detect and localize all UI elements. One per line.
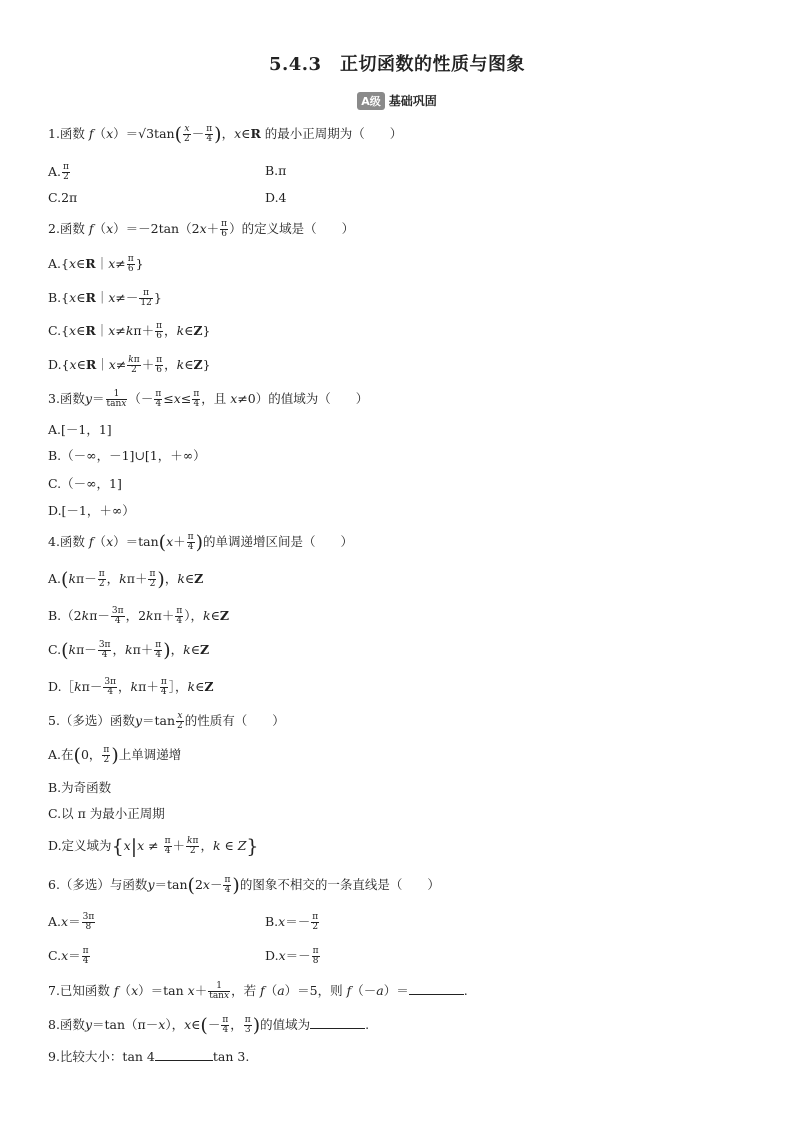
question-1-option-b: B.π — [265, 163, 287, 178]
question-4-option-d: D.［kπ－ $\frac{3\pi}{4}$ ，kπ＋ $\frac{\pi}{4}$ ］，k∈Z — [48, 677, 214, 697]
question-4-option-b: B.（2kπ－ $\frac{3\pi}{4}$ ，2kπ＋ $\frac{\pi}{4}$ ），k∈Z — [48, 606, 229, 626]
question-1-option-c: C.2π — [48, 190, 78, 205]
question-5-stem: 5.（多选）函数y＝tan $\frac{x}{2}$ 的性质有（ ） — [48, 711, 285, 731]
level-badge: A级 — [357, 92, 385, 110]
answer-blank[interactable] — [155, 1050, 213, 1061]
question-4-option-a: A.(kπ－ $\frac{\pi}{2}$ ，kπ＋ $\frac{\pi}{2}$ )，k∈Z — [48, 568, 204, 591]
question-3-option-b: B.（－∞，－1]∪[1，＋∞） — [48, 448, 206, 463]
question-3-stem: 3.函数y＝ $\frac{1}{\tan x}$ （－ $\frac{\pi}{4}$ ≤x≤ $\frac{\pi}{4}$ ，且 x≠0）的值域为（ ） — [48, 389, 369, 409]
level-heading — [0, 92, 794, 110]
question-5-option-b: B.为奇函数 — [48, 780, 112, 795]
question-3-option-a: A.[－1，1] — [48, 422, 112, 437]
question-5-option-c: C.以 π 为最小正周期 — [48, 806, 165, 821]
question-6-option-a: A.x＝ $\frac{3\pi}{8}$ — [48, 912, 95, 932]
question-4-stem: 4.函数 f（x）＝tan(x＋ $\frac{\pi}{4}$ )的单调递增区间是（ ） — [48, 531, 354, 554]
question-8-stem: 8.函数y＝tan（π－x），x∈(－ $\frac{\pi}{4}$ ， $\frac{\pi}{3}$ )的值域为 . — [48, 1014, 370, 1037]
level-label: 基础巩固 — [388, 94, 437, 108]
page-title: 5.4.3 正切函数的性质与图象 — [268, 54, 526, 75]
question-5-option-a: A.在(0， $\frac{\pi}{2}$ )上单调递增 — [48, 744, 182, 767]
question-2-option-d: D.{x∈R｜x≠ $\frac{k\pi}{2}$ ＋ $\frac{\pi}{6}$ ，k∈Z} — [48, 355, 211, 375]
question-1-option-a: A. $\frac{\pi}{2}$ — [48, 162, 69, 182]
question-6-option-b: B.x＝－ $\frac{\pi}{2}$ — [265, 912, 319, 932]
question-2-option-b: B.{x∈R｜x≠－ $\frac{\pi}{12}$ } — [48, 288, 162, 308]
question-1-option-d: D.4 — [265, 190, 287, 205]
question-9-stem: 9.比较大小：tan 4 tan 3. — [48, 1049, 250, 1064]
answer-blank[interactable] — [409, 984, 464, 995]
question-4-option-c: C.(kπ－ $\frac{3\pi}{4}$ ，kπ＋ $\frac{\pi}{4}$ )，k∈Z — [48, 639, 210, 662]
question-3-option-d: D.[－1，＋∞） — [48, 503, 135, 518]
question-5-option-d: D.定义域为{x|x ≠ $\frac{\pi}{4}$ ＋ $\frac{k\pi}{2}$ ，k ∈ Z} — [48, 835, 259, 858]
answer-blank[interactable] — [310, 1018, 365, 1029]
question-6-stem: 6.（多选）与函数y＝tan(2x－ $\frac{\pi}{4}$ )的图象不相交的一条直线是（ ） — [48, 874, 440, 897]
question-6-option-c: C.x＝ $\frac{\pi}{4}$ — [48, 946, 89, 966]
question-2-stem: 2.函数 f（x）＝－2tan（2x＋ $\frac{\pi}{6}$ ）的定义域是（ ） — [48, 219, 355, 239]
question-7-stem: 7.已知函数 f（x）＝tan x＋ $\frac{1}{\tan x}$ ，若 f（a）＝5，则 f（－a）＝ . — [48, 981, 468, 1001]
question-2-option-c: C.{x∈R｜x≠kπ＋ $\frac{\pi}{6}$ ，k∈Z} — [48, 321, 211, 341]
question-6-option-d: D.x＝－ $\frac{\pi}{8}$ — [265, 946, 319, 966]
question-3-option-c: C.（－∞，1] — [48, 476, 122, 491]
question-1-stem: 1.函数 f（x）＝√3tan( $\frac{x}{2}$ － $\frac{\pi}{4}$ )，x∈R 的最小正周期为（ ） — [48, 123, 403, 146]
question-2-option-a: A.{x∈R｜x≠ $\frac{\pi}{6}$ } — [48, 254, 144, 274]
